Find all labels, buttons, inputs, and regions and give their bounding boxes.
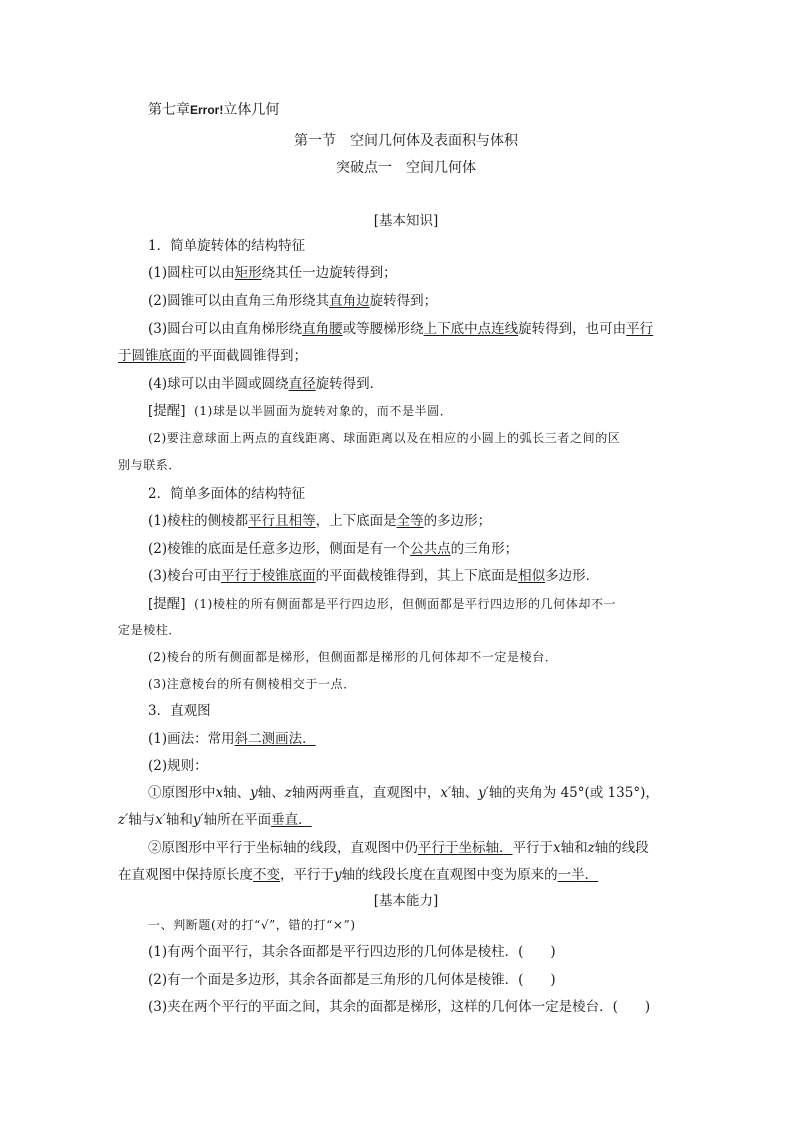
drawing-method-line: (1)画法：常用斜二测画法． <box>148 731 316 747</box>
question-3: (3)夹在两个平行的平面之间，其余的面都是梯形，这样的几何体一定是棱台．( ) <box>148 999 651 1015</box>
underlined-answer: 全等 <box>396 513 424 529</box>
underlined-answer: 直径 <box>288 376 316 392</box>
underlined-answer: 于圆锥底面 <box>118 348 186 364</box>
reminder-1-part2: (2)要注意球面上两点的直线距离、球面距离以及在相应的小圆上的弧长三者之间的区 <box>148 431 621 445</box>
reminder-label: [提醒] <box>148 596 186 612</box>
rule-2-line: ②原图形中平行于坐标轴的线段，直观图中仍平行于坐标轴．平行于x轴和z轴的线段 <box>148 840 649 856</box>
chapter-error-field: Error! <box>190 103 224 117</box>
question-1: (1)有两个面平行，其余各面都是平行四边形的几何体是棱柱．( ) <box>148 944 556 960</box>
chapter-suffix: 立体几何 <box>223 102 280 118</box>
judgement-heading: 一、判断题(对的打“√”，错的打“×”) <box>148 918 356 932</box>
underlined-answer: 直角腰 <box>302 321 343 337</box>
reminder-2-part4: (3)注意棱台的所有侧棱相交于一点． <box>148 677 356 691</box>
rule-1-line: ①原图形中x轴、y轴、z轴两两垂直，直观图中，x′轴、y′轴的夹角为 45°(或 135°)， <box>148 785 659 801</box>
reminder-1: [提醒] (1)球是以半圆面为旋转对象的，而不是半圆． <box>148 403 453 419</box>
underlined-answer: 相似 <box>518 568 546 584</box>
pyramid-line: (2)棱锥的底面是任意多边形，侧面是有一个公共点的三角形； <box>148 541 519 557</box>
cone-line: (2)圆锥可以由直角三角形绕其直角边旋转得到； <box>148 293 438 309</box>
rotation-body-heading: 1．简单旋转体的结构特征 <box>148 238 306 254</box>
intuitive-drawing-heading: 3．直观图 <box>148 703 211 719</box>
underlined-answer: 上下底中点连线 <box>423 321 519 337</box>
reminder-1-part3: 别与联系． <box>118 458 182 472</box>
sphere-line: (4)球可以由半圆或圆绕直径旋转得到． <box>148 376 384 392</box>
underlined-answer: 垂直． <box>271 812 312 828</box>
underlined-answer: 平行于坐标轴． <box>418 840 513 856</box>
question-2: (2)有一个面是多边形，其余各面都是三角形的几何体是棱锥．( ) <box>148 972 556 988</box>
frustum-line: (3)圆台可以由直角梯形绕直角腰或等腰梯形绕上下底中点连线旋转得到，也可由平行 <box>148 321 654 337</box>
polyhedron-heading: 2．简单多面体的结构特征 <box>148 486 306 502</box>
underlined-answer: 矩形 <box>234 265 262 281</box>
underlined-answer: 公共点 <box>410 541 451 557</box>
underlined-answer: 平行且相等 <box>248 513 316 529</box>
rule-1-line-cont: z′轴与x′轴和y′轴所在平面垂直． <box>118 812 312 828</box>
prism-line: (1)棱柱的侧棱都平行且相等，上下底面是全等的多边形； <box>148 513 492 529</box>
topic-title: 突破点一 空间几何体 <box>336 160 476 176</box>
chapter-prefix: 第七章 <box>148 102 190 118</box>
underlined-answer: 平行 <box>626 321 654 337</box>
basic-knowledge-heading: [基本知识] <box>373 213 439 229</box>
frustum-line-cont: 于圆锥底面的平面截圆锥得到； <box>118 348 307 364</box>
rule-2-line-cont: 在直观图中保持原长度不变，平行于y轴的线段长度在直观图中变为原来的一半． <box>118 867 599 883</box>
reminder-2-part3: (2)棱台的所有侧面都是梯形，但侧面都是梯形的几何体却不一定是棱台． <box>148 650 558 664</box>
reminder-label: [提醒] <box>148 403 186 419</box>
underlined-answer: 一半． <box>557 867 599 883</box>
cylinder-line: (1)圆柱可以由矩形绕其任一边旋转得到； <box>148 265 397 281</box>
underlined-answer: 斜二测画法． <box>234 731 316 747</box>
section-title: 第一节 空间几何体及表面积与体积 <box>294 133 518 149</box>
underlined-answer: 平行于棱锥底面 <box>221 568 316 584</box>
underlined-answer: 不变 <box>253 867 280 883</box>
chapter-heading <box>148 100 694 120</box>
basic-ability-heading: [基本能力] <box>373 893 439 909</box>
drawing-rules-label: (2)规则： <box>148 758 208 774</box>
reminder-2-part2: 定是棱柱． <box>118 623 182 637</box>
reminder-2: [提醒] (1)棱柱的所有侧面都是平行四边形，但侧面都是平行四边形的几何体却不一 <box>148 596 617 612</box>
underlined-answer: 直角边 <box>329 293 370 309</box>
frustum-polyhedron-line: (3)棱台可由平行于棱锥底面的平面截棱锥得到，其上下底面是相似多边形． <box>148 568 600 584</box>
